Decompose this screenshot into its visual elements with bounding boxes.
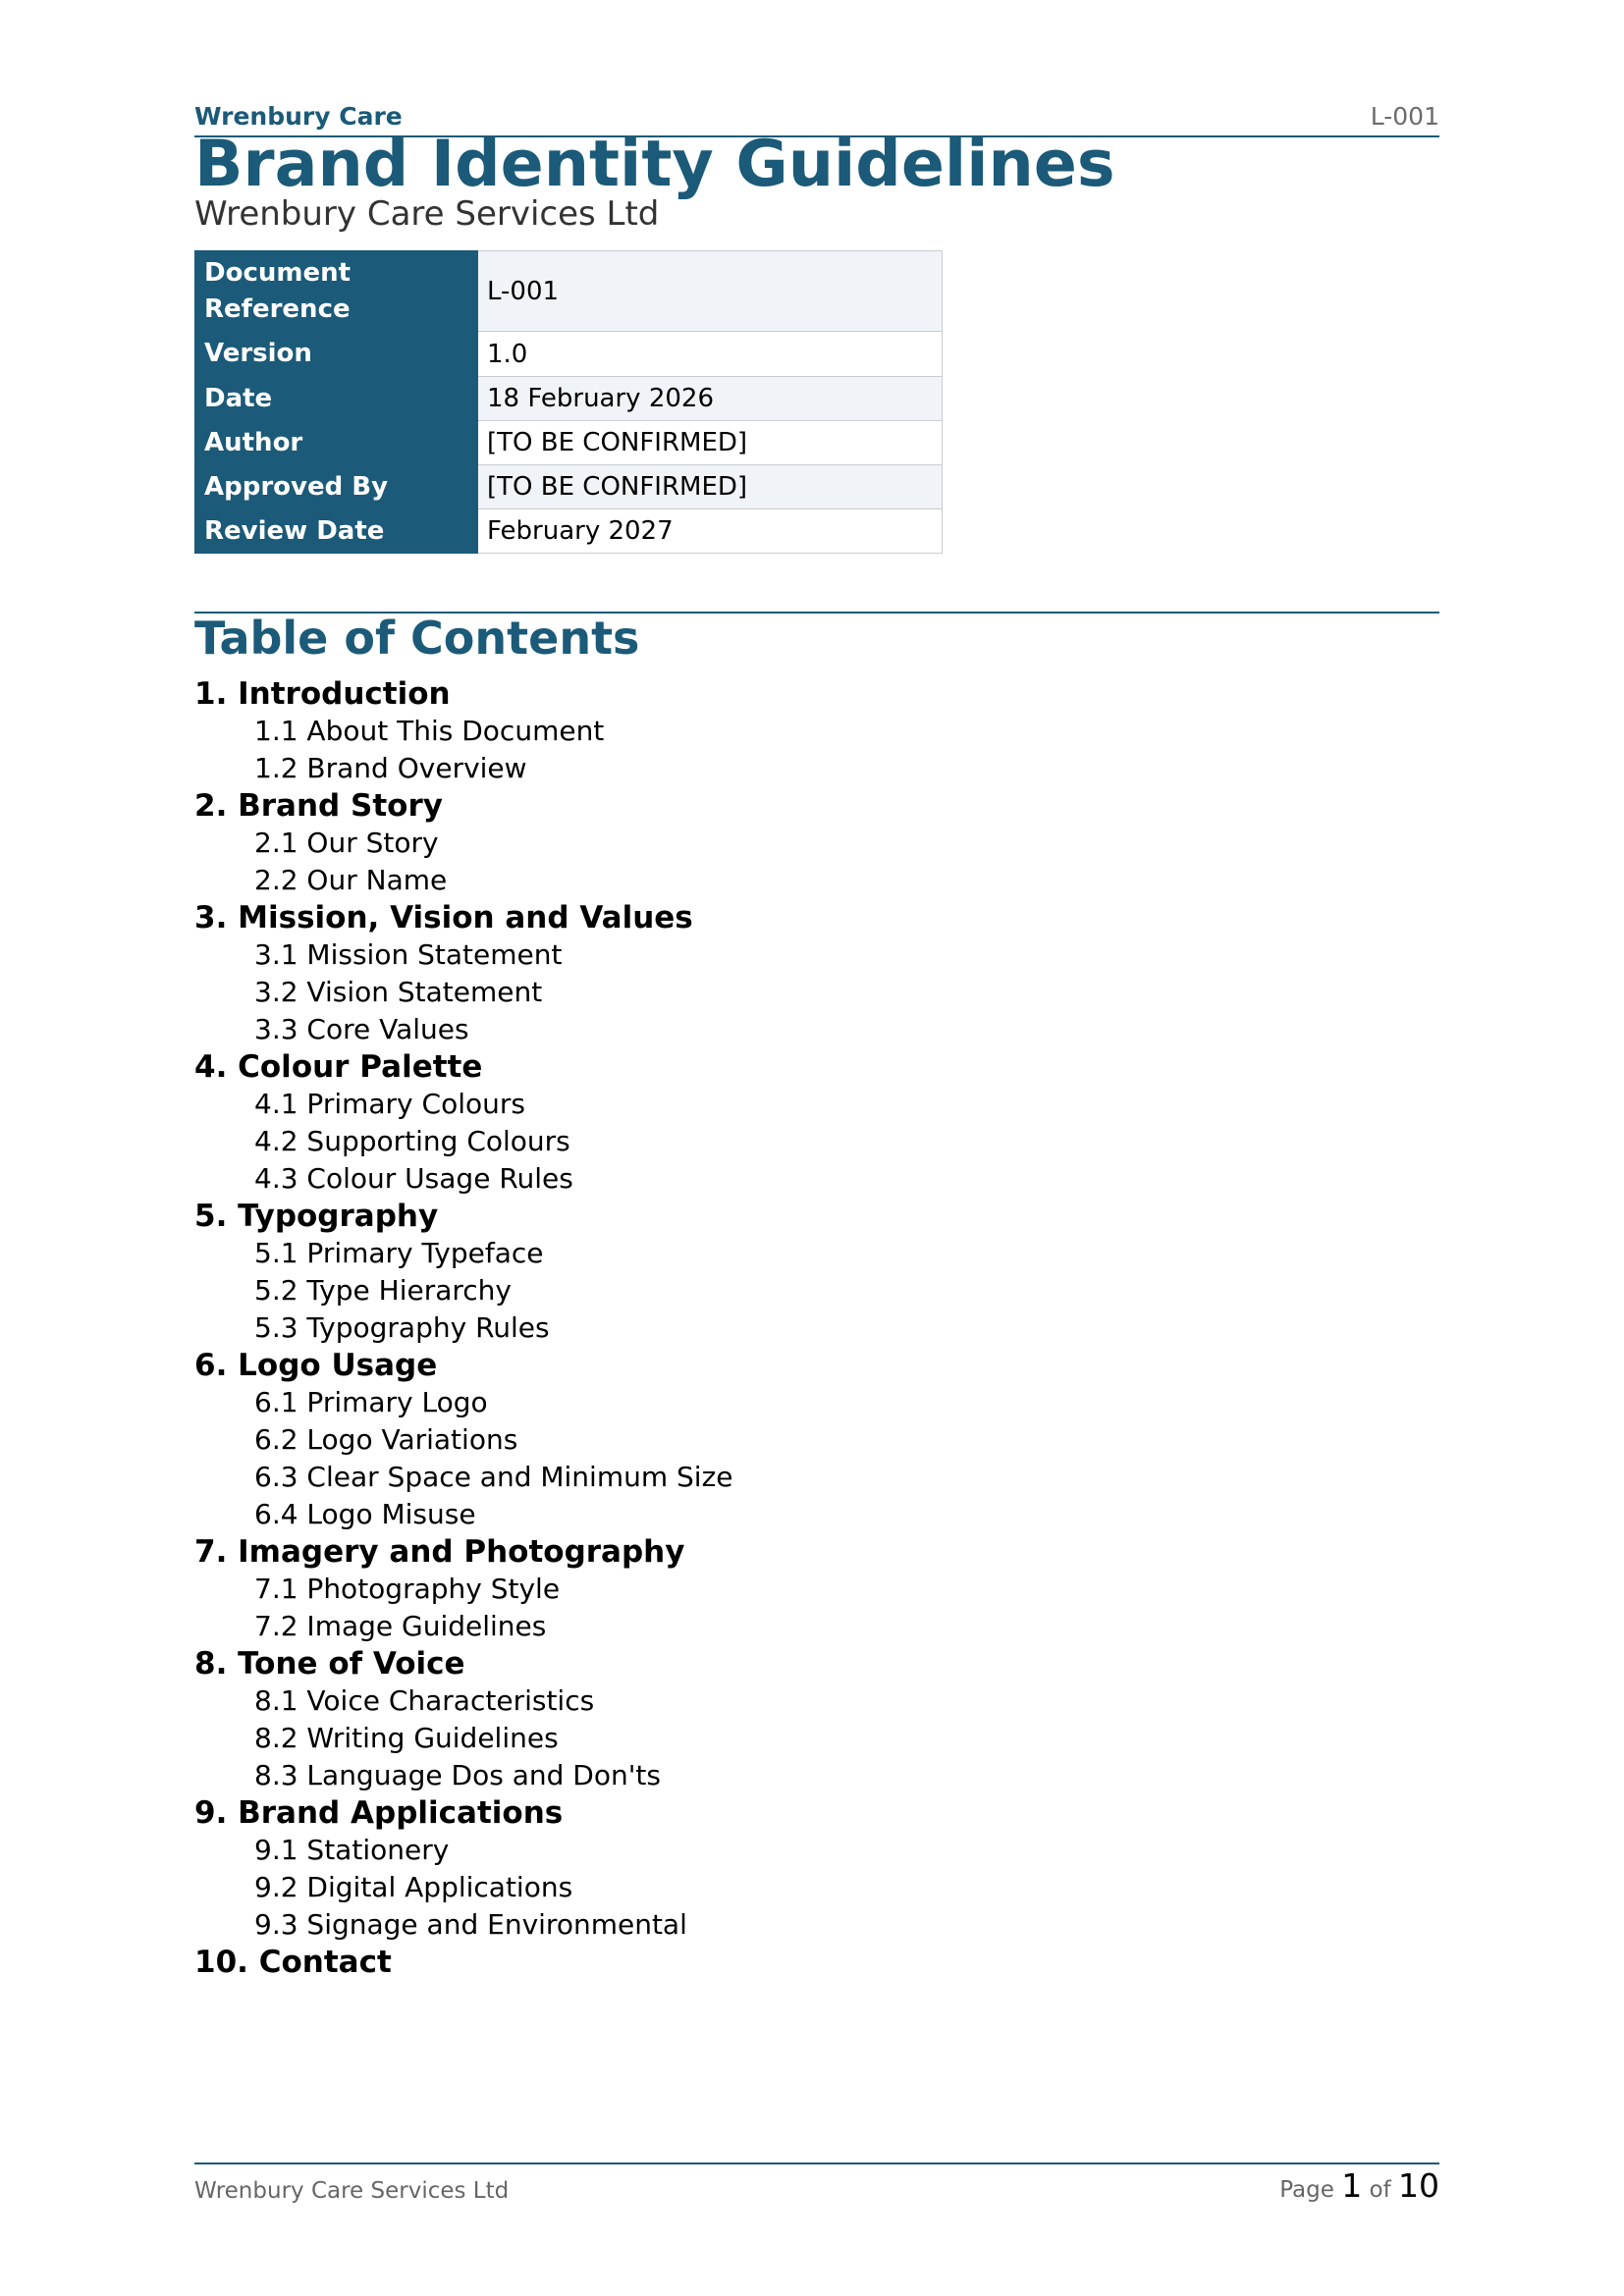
header-doc-reference: L-001	[1370, 102, 1439, 131]
toc-subsection[interactable]: 9.3 Signage and Environmental	[254, 1908, 687, 1941]
document-subtitle: Wrenbury Care Services Ltd	[194, 194, 660, 234]
toc-subsection[interactable]: 7.1 Photography Style	[254, 1573, 561, 1605]
page-footer	[194, 2163, 1439, 2205]
meta-key	[195, 251, 478, 332]
toc-subsection[interactable]: 7.2 Image Guidelines	[254, 1610, 547, 1642]
meta-value: [TO BE CONFIRMED]	[478, 465, 943, 509]
meta-key: Review Date	[195, 509, 478, 554]
meta-key: Date	[195, 377, 478, 421]
toc-subsection[interactable]: 6.3 Clear Space and Minimum Size	[254, 1461, 733, 1493]
toc-section-title[interactable]: 5. Typography	[194, 1199, 439, 1234]
toc-subsection[interactable]: 1.2 Brand Overview	[254, 752, 527, 784]
toc-subsection[interactable]: 5.2 Type Hierarchy	[254, 1274, 512, 1307]
toc-section-title[interactable]: 4. Colour Palette	[194, 1049, 483, 1085]
toc-section	[194, 1944, 1439, 1981]
toc-section	[194, 1198, 1439, 1347]
meta-value: 18 February 2026	[478, 377, 943, 421]
page-label: Page	[1279, 2177, 1334, 2203]
toc-subsection[interactable]: 6.1 Primary Logo	[254, 1386, 488, 1418]
toc-section-title[interactable]: 8. Tone of Voice	[194, 1646, 465, 1682]
meta-row	[195, 421, 943, 465]
toc-subsection[interactable]: 6.2 Logo Variations	[254, 1423, 518, 1456]
page-number	[1279, 2164, 1439, 2212]
meta-key: Author	[195, 421, 478, 465]
toc-subsection[interactable]: 3.3 Core Values	[254, 1013, 469, 1045]
toc-section	[194, 1048, 1439, 1198]
toc-section-title[interactable]: 2. Brand Story	[194, 788, 443, 824]
meta-row	[195, 465, 943, 509]
header-brand-name: Wrenbury Care	[194, 102, 403, 131]
toc-section-title[interactable]: 10. Contact	[194, 1945, 392, 1980]
toc-subsection[interactable]: 8.3 Language Dos and Don'ts	[254, 1759, 661, 1791]
toc-section	[194, 1645, 1439, 1794]
toc-subsection[interactable]: 8.2 Writing Guidelines	[254, 1722, 559, 1754]
toc-subsection[interactable]: 4.3 Colour Usage Rules	[254, 1162, 573, 1195]
toc-section-title[interactable]: 6. Logo Usage	[194, 1348, 438, 1383]
toc-section-title[interactable]: 1. Introduction	[194, 676, 451, 712]
meta-value: February 2027	[478, 509, 943, 554]
toc-section-title[interactable]: 9. Brand Applications	[194, 1795, 564, 1831]
toc-subsection[interactable]: 9.2 Digital Applications	[254, 1871, 573, 1903]
meta-value: [TO BE CONFIRMED]	[478, 421, 943, 465]
table-of-contents	[194, 675, 1439, 1981]
toc-section	[194, 1533, 1439, 1645]
toc-subsection[interactable]: 3.1 Mission Statement	[254, 938, 563, 971]
toc-subsection[interactable]: 9.1 Stationery	[254, 1834, 450, 1866]
meta-row	[195, 377, 943, 421]
meta-row	[195, 251, 943, 332]
meta-key: Approved By	[195, 465, 478, 509]
toc-heading: Table of Contents	[194, 612, 640, 665]
toc-subsection[interactable]: 3.2 Vision Statement	[254, 976, 543, 1008]
toc-subsection[interactable]: 8.1 Voice Characteristics	[254, 1684, 595, 1717]
meta-key-line: Reference	[204, 294, 351, 324]
page-of-label: of	[1369, 2177, 1391, 2203]
toc-section	[194, 787, 1439, 899]
toc-subsection[interactable]: 5.3 Typography Rules	[254, 1311, 550, 1344]
toc-section-title[interactable]: 3. Mission, Vision and Values	[194, 900, 693, 935]
toc-subsection[interactable]: 4.2 Supporting Colours	[254, 1125, 570, 1157]
meta-row	[195, 509, 943, 554]
page-total: 10	[1398, 2166, 1439, 2205]
document-meta-table	[194, 250, 943, 554]
meta-key: Version	[195, 332, 478, 377]
toc-section	[194, 899, 1439, 1048]
toc-subsection[interactable]: 2.1 Our Story	[254, 827, 439, 859]
page-current: 1	[1341, 2166, 1363, 2205]
meta-value: L-001	[478, 251, 943, 332]
toc-subsection[interactable]: 2.2 Our Name	[254, 864, 448, 896]
meta-row	[195, 332, 943, 377]
meta-value: 1.0	[478, 332, 943, 377]
footer-company: Wrenbury Care Services Ltd	[194, 2178, 510, 2204]
meta-key-line: Document	[204, 257, 352, 288]
toc-subsection[interactable]: 1.1 About This Document	[254, 715, 605, 747]
toc-section-title[interactable]: 7. Imagery and Photography	[194, 1534, 685, 1570]
toc-section	[194, 1794, 1439, 1944]
toc-subsection[interactable]: 4.1 Primary Colours	[254, 1088, 525, 1120]
toc-subsection[interactable]: 6.4 Logo Misuse	[254, 1498, 476, 1530]
document-title: Brand Identity Guidelines	[194, 128, 1115, 201]
toc-subsection[interactable]: 5.1 Primary Typeface	[254, 1237, 544, 1269]
toc-section	[194, 675, 1439, 787]
toc-section	[194, 1347, 1439, 1533]
